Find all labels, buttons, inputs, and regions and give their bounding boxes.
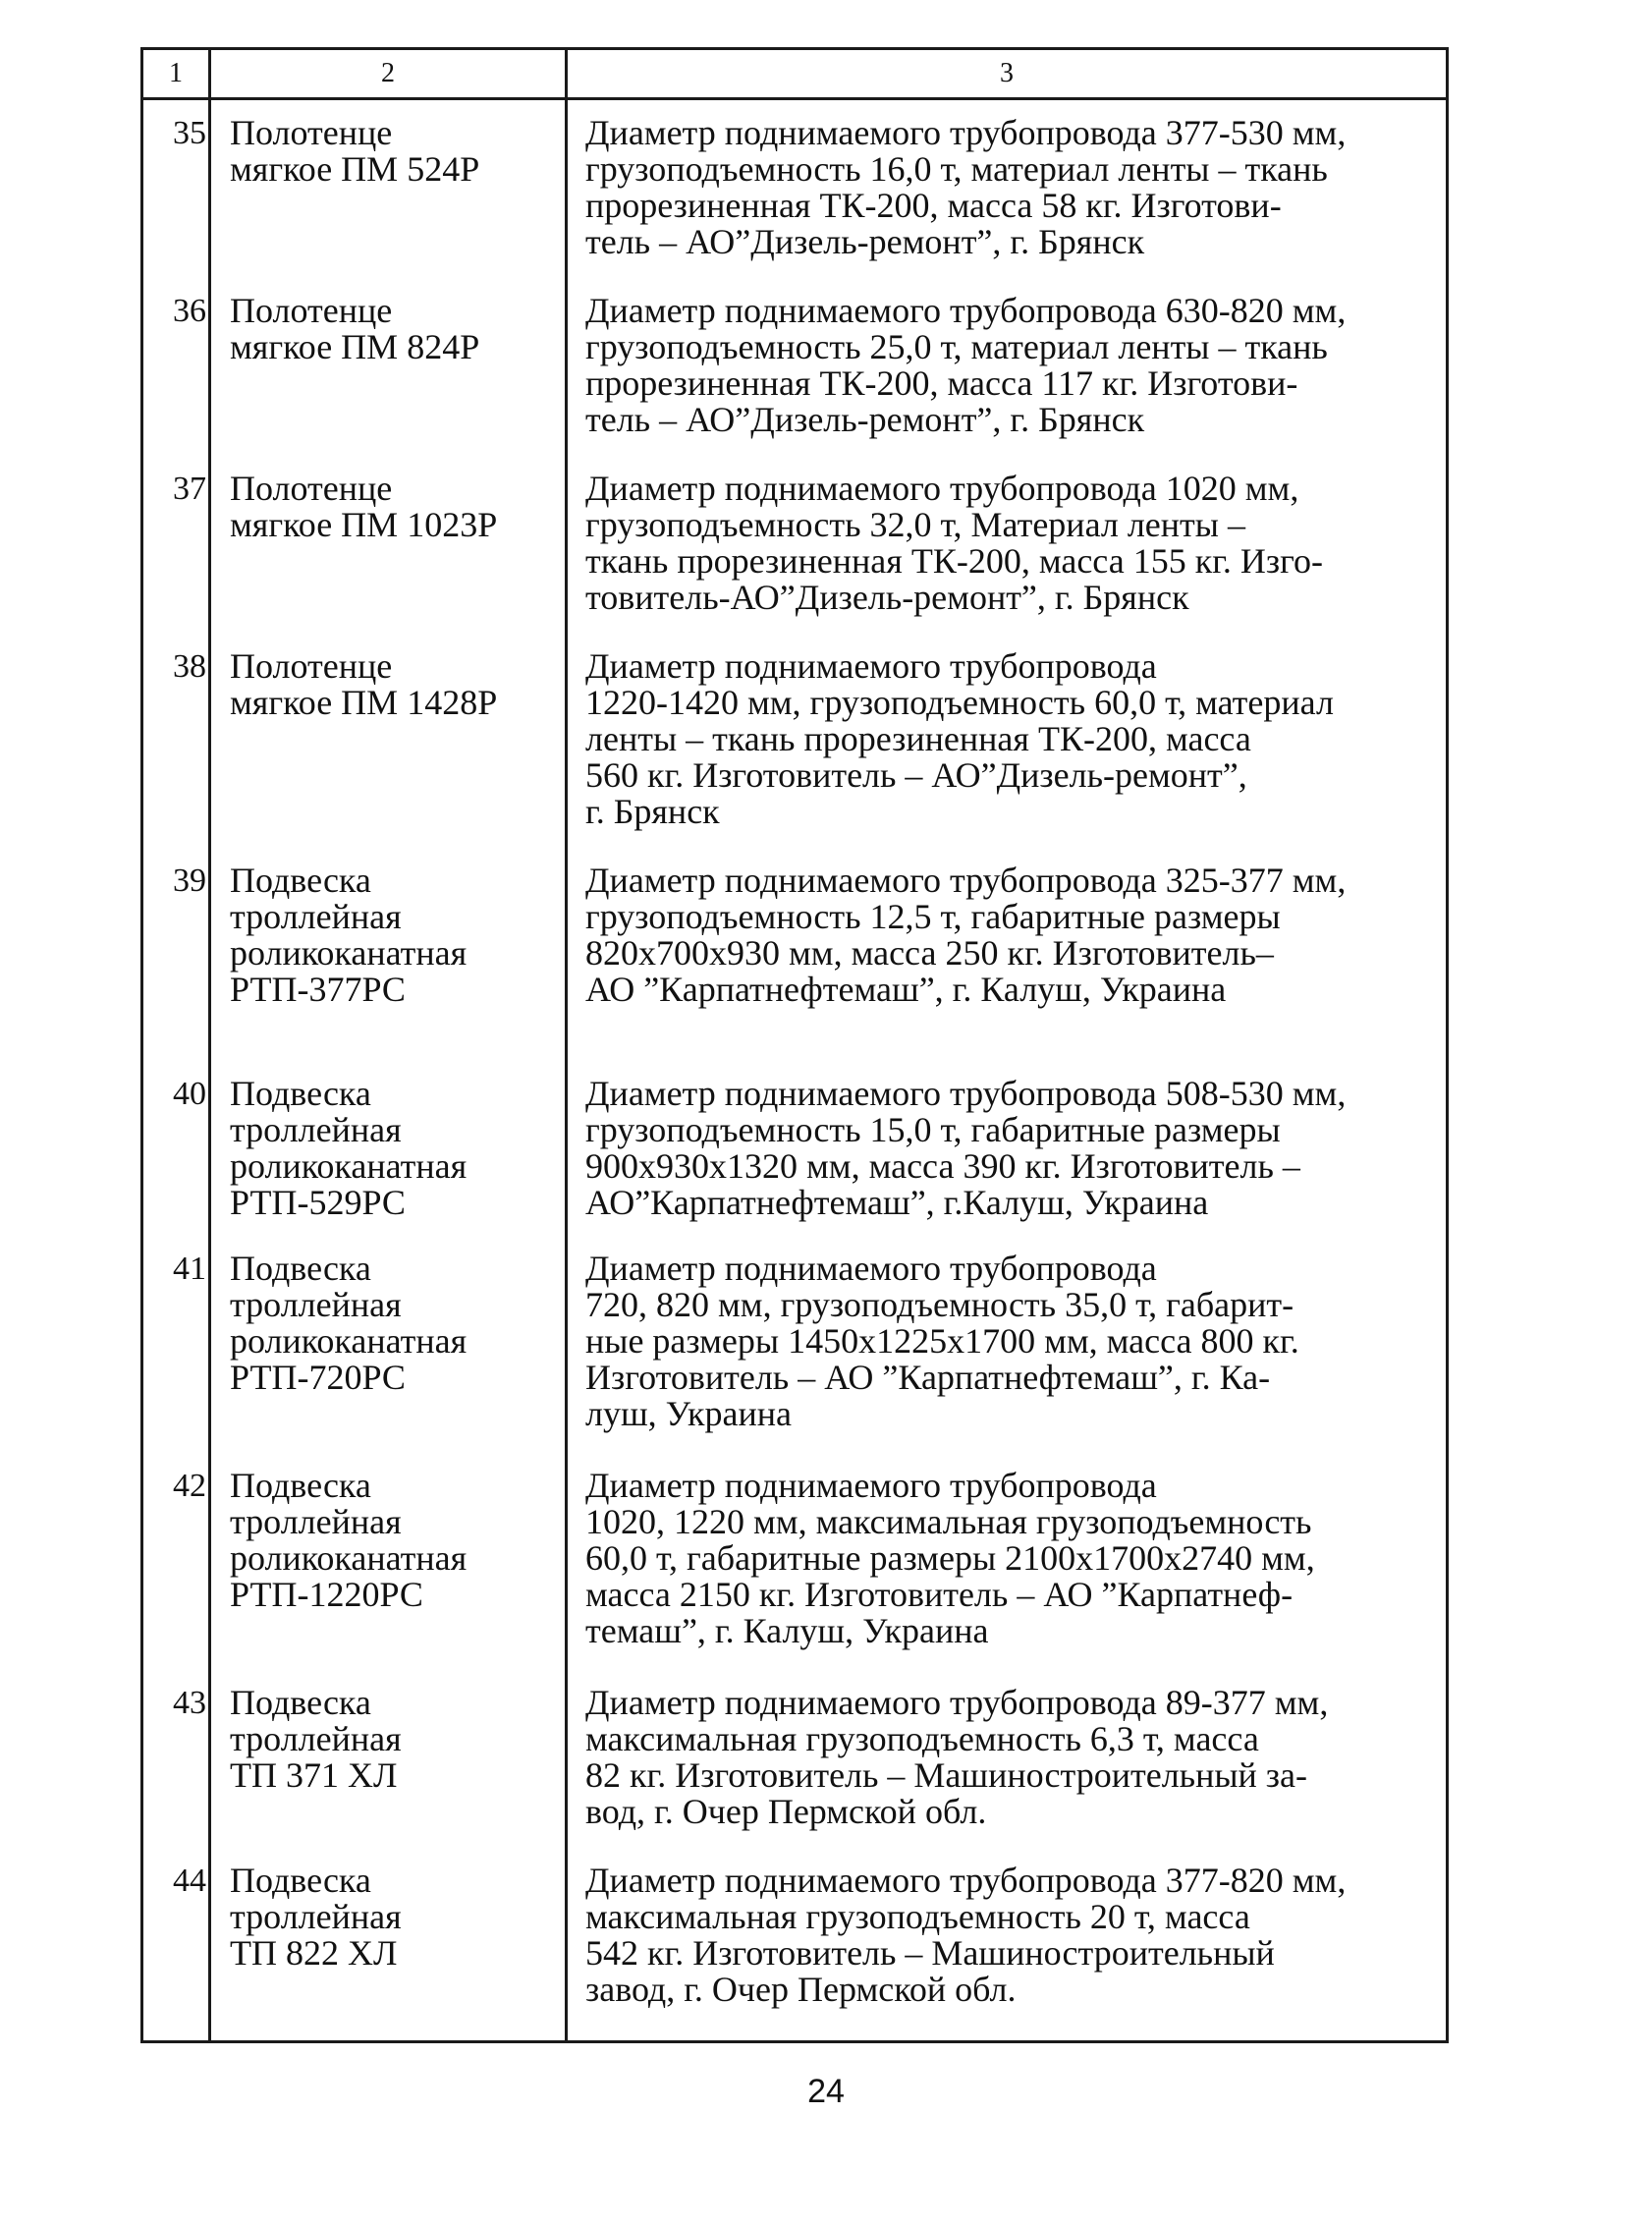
item-name: Полотенце мягкое ПМ 824Р bbox=[230, 291, 480, 366]
item-name: Подвеска троллейная роликоканатная РТП-529РС bbox=[230, 1074, 468, 1222]
item-description: Диаметр поднимаемого трубопровода 377-820 мм, максимальная грузоподъемность 20 т, масса 542 кг. Изготовитель – Машиностроительный завод, г. Очер Пермской обл. bbox=[585, 1861, 1347, 2009]
column-divider bbox=[565, 50, 568, 2040]
item-description: Диаметр поднимаемого трубопровода 377-530 мм, грузоподъемность 16,0 т, материал ленты – ткань прорезиненная ТК-200, масса 58 кг. Изготови- тель – АО”Дизель-ремонт”, г. Брянск bbox=[585, 113, 1347, 261]
item-name: Полотенце мягкое ПМ 1023Р bbox=[230, 469, 498, 544]
item-description: Диаметр поднимаемого трубопровода 325-377 мм, грузоподъемность 12,5 т, габаритные размеры 820x700x930 мм, масса 250 кг. Изготовитель– АО ”Карпатнефтемаш”, г. Калуш, Украина bbox=[585, 861, 1347, 1009]
item-description: Диаметр поднимаемого трубопровода 630-820 мм, грузоподъемность 25,0 т, материал ленты – ткань прорезиненная ТК-200, масса 117 кг. Изготови- тель – АО”Дизель-ремонт”, г. Брянск bbox=[585, 291, 1347, 439]
item-description: Диаметр поднимаемого трубопровода 1020 мм, грузоподъемность 32,0 т, Материал ленты – ткань прорезиненная ТК-200, масса 155 кг. Изго- товитель-АО”Дизель-ремонт”, г. Брянск bbox=[585, 469, 1323, 617]
equipment-table bbox=[140, 47, 1449, 2043]
item-description: Диаметр поднимаемого трубопровода 1220-1420 мм, грузоподъемность 60,0 т, материал ленты – ткань прорезиненная ТК-200, масса 560 кг. Изготовитель – АО”Дизель-ремонт”, г. Брянск bbox=[585, 646, 1334, 831]
row-number: 37 bbox=[173, 471, 206, 507]
page-number: 24 bbox=[807, 2073, 845, 2110]
item-description: Диаметр поднимаемого трубопровода 508-530 мм, грузоподъемность 15,0 т, габаритные размеры 900x930x1320 мм, масса 390 кг. Изготовитель – АО”Карпатнефтемаш”, г.Калуш, Украина bbox=[585, 1074, 1347, 1222]
row-number: 44 bbox=[173, 1863, 206, 1899]
item-name: Подвеска троллейная ТП 371 ХЛ bbox=[230, 1683, 402, 1795]
item-name: Подвеска троллейная роликоканатная РТП-377РС bbox=[230, 861, 468, 1009]
header-divider bbox=[143, 97, 1446, 100]
item-name: Подвеска троллейная ТП 822 ХЛ bbox=[230, 1861, 402, 1973]
row-number: 40 bbox=[173, 1076, 206, 1112]
row-number: 35 bbox=[173, 115, 206, 151]
row-number: 36 bbox=[173, 293, 206, 329]
item-description: Диаметр поднимаемого трубопровода 720, 820 мм, грузоподъемность 35,0 т, габарит- ные размеры 1450x1225x1700 мм, масса 800 кг. Изготовитель – АО ”Карпатнефтемаш”, г. Ка- луш, Украина bbox=[585, 1249, 1299, 1433]
row-number: 41 bbox=[173, 1251, 206, 1287]
column-divider bbox=[208, 50, 211, 2040]
header-col-2: 2 bbox=[381, 58, 395, 88]
row-number: 43 bbox=[173, 1685, 206, 1721]
row-number: 38 bbox=[173, 648, 206, 685]
header-col-3: 3 bbox=[1000, 58, 1014, 88]
item-name: Полотенце мягкое ПМ 524Р bbox=[230, 113, 480, 189]
item-name: Подвеска троллейная роликоканатная РТП-720РС bbox=[230, 1249, 468, 1397]
row-number: 39 bbox=[173, 862, 206, 899]
header-col-1: 1 bbox=[169, 58, 183, 88]
item-name: Полотенце мягкое ПМ 1428Р bbox=[230, 646, 498, 722]
item-description: Диаметр поднимаемого трубопровода 89-377 мм, максимальная грузоподъемность 6,3 т, масса 82 кг. Изготовитель – Машиностроительный за- вод, г. Очер Пермской обл. bbox=[585, 1683, 1329, 1831]
row-number: 42 bbox=[173, 1468, 206, 1504]
item-name: Подвеска троллейная роликоканатная РТП-1220РС bbox=[230, 1466, 468, 1614]
item-description: Диаметр поднимаемого трубопровода 1020, 1220 мм, максимальная грузоподъемность 60,0 т, габаритные размеры 2100x1700x2740 мм, масса 2150 кг. Изготовитель – АО ”Карпатнеф- темаш”, г. Калуш, Украина bbox=[585, 1466, 1315, 1650]
